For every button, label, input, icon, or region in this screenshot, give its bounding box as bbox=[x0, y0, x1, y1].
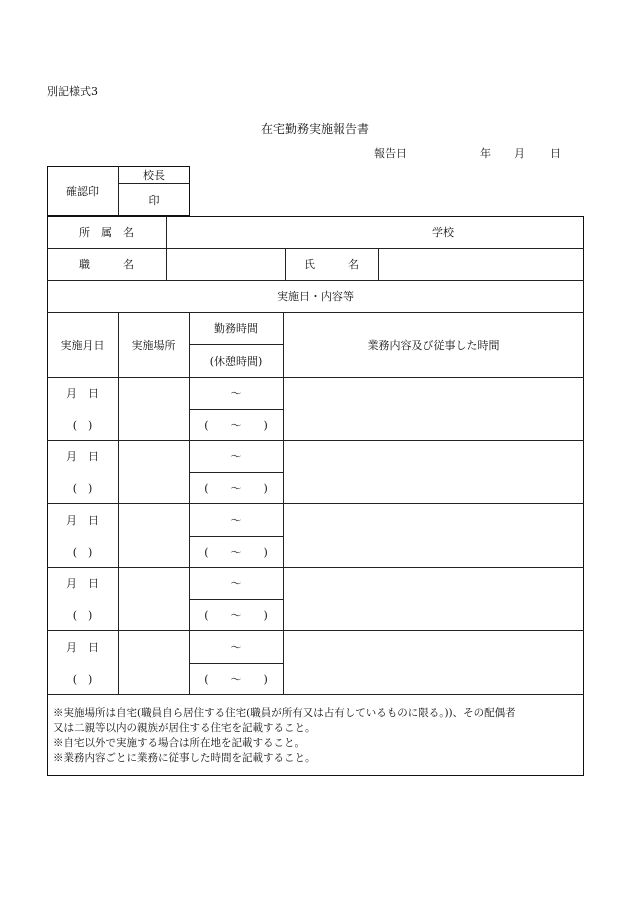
row-divider bbox=[47, 440, 584, 441]
row-time: 〜 bbox=[230, 387, 242, 400]
header-place: 実施場所 bbox=[131, 338, 176, 352]
row-divider bbox=[47, 567, 584, 568]
section-title: 実施日・内容等 bbox=[277, 290, 354, 303]
row-divider bbox=[47, 503, 584, 504]
row-date-top: 月 日 bbox=[66, 577, 99, 590]
header-date: 実施月日 bbox=[60, 338, 105, 352]
row-break: ( 〜 ) bbox=[204, 481, 268, 495]
report-date-month: 月 bbox=[514, 147, 525, 160]
row-break: ( 〜 ) bbox=[204, 608, 268, 622]
row-divider bbox=[47, 630, 584, 631]
row-date-top: 月 日 bbox=[66, 450, 99, 463]
row-date-bottom: ( ) bbox=[72, 608, 93, 622]
affiliation-field[interactable] bbox=[170, 222, 420, 244]
note-line: ※実施場所は自宅(職員自ら居住する住宅(職員が所有又は占有しているものに限る。))、その配偶者 bbox=[53, 707, 516, 719]
row-divider bbox=[47, 694, 584, 695]
seal-label: 確認印 bbox=[66, 185, 99, 198]
report-date-year: 年 bbox=[480, 147, 491, 160]
position-field[interactable] bbox=[168, 251, 282, 277]
row-time: 〜 bbox=[230, 513, 242, 527]
col-divider bbox=[378, 248, 379, 280]
row-date-bottom: ( ) bbox=[72, 545, 93, 559]
note-line: ※自宅以外で実施する場合は所在地を記載すること。 bbox=[53, 737, 305, 749]
row-date-top: 月 日 bbox=[66, 513, 99, 527]
row-break: ( 〜 ) bbox=[204, 545, 268, 559]
row-date-bottom: ( ) bbox=[72, 481, 93, 495]
row-break: ( 〜 ) bbox=[204, 672, 268, 686]
name-field[interactable] bbox=[381, 251, 581, 277]
form-number: 別記様式3 bbox=[47, 85, 98, 98]
row-break: ( 〜 ) bbox=[204, 418, 268, 432]
seal-role: 校長 bbox=[143, 168, 165, 182]
report-date bbox=[374, 145, 564, 159]
header-content: 業務内容及び従事した時間 bbox=[367, 338, 500, 352]
affiliation-label: 所 属 名 bbox=[79, 226, 134, 239]
row-time: 〜 bbox=[230, 640, 242, 654]
row-date-bottom: ( ) bbox=[72, 418, 93, 432]
page-title: 在宅勤務実施報告書 bbox=[260, 122, 369, 136]
row-time: 〜 bbox=[230, 577, 242, 590]
position-label: 職 名 bbox=[79, 258, 134, 271]
header-hours: 勤務時間 bbox=[214, 322, 258, 335]
row-date-top: 月 日 bbox=[66, 387, 99, 400]
report-date-day: 日 bbox=[550, 147, 561, 160]
report-date-label: 報告日 bbox=[374, 147, 407, 160]
affiliation-suffix: 学校 bbox=[432, 226, 454, 239]
row-date-bottom: ( ) bbox=[72, 672, 93, 686]
seal-stamp: 印 bbox=[148, 193, 160, 207]
name-label: 氏 名 bbox=[304, 258, 359, 271]
notes bbox=[53, 706, 581, 766]
note-line: 又は二親等以内の親族が居住する住宅を記載すること。 bbox=[53, 722, 316, 734]
header-bottom bbox=[47, 377, 584, 378]
header-break: (休憩時間) bbox=[209, 354, 263, 368]
row-date-top: 月 日 bbox=[66, 640, 99, 654]
row-time: 〜 bbox=[230, 450, 242, 463]
note-line: ※業務内容ごとに業務に従事した時間を記載すること。 bbox=[53, 752, 316, 764]
